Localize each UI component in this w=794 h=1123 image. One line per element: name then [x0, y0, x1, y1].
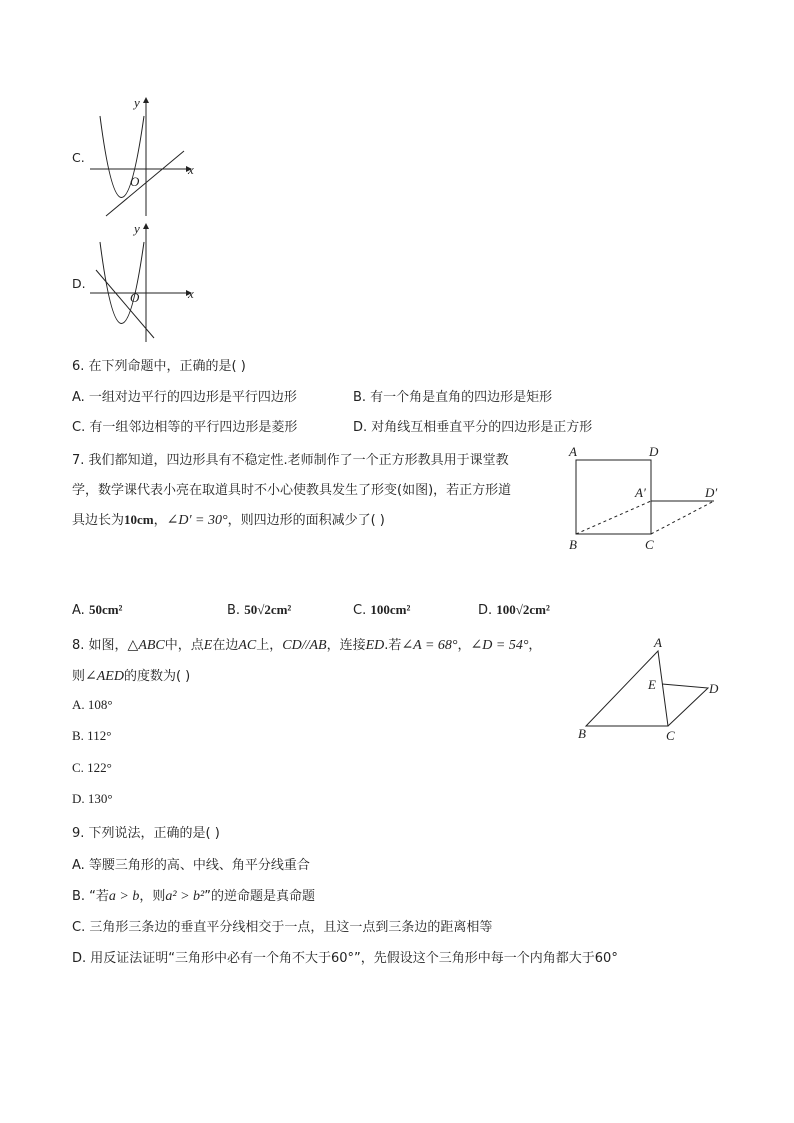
label-d: D — [709, 681, 719, 696]
q7-c-label: C. — [353, 603, 371, 618]
q8-parallel: CD//AB — [282, 638, 327, 653]
q8-option-d[interactable]: D. 130° — [72, 791, 113, 806]
label-c: C — [666, 728, 675, 743]
q6-stem: 6. 在下列命题中，正确的是( ) — [72, 359, 246, 374]
q8-option-a[interactable]: A. 108° — [72, 697, 113, 712]
label-a: A — [569, 444, 577, 459]
q7-angle: ∠D′ = 30° — [166, 513, 228, 528]
q9-b-text: ”的逆命题是真命题 — [204, 889, 315, 904]
q7-c-value: 100cm² — [370, 602, 411, 617]
q8-text: 上， — [256, 638, 283, 653]
q7-b-label: B. — [227, 603, 245, 618]
q7-option-d[interactable] — [478, 602, 550, 618]
q6-option-b[interactable]: B. 有一个角是直角的四边形是矩形 — [353, 390, 553, 405]
q8-side-ac: AC — [238, 638, 257, 653]
label-b: B — [569, 537, 577, 552]
dashed-cd2 — [651, 501, 714, 534]
q9-b-math1: a > b — [108, 889, 140, 904]
label-b: B — [578, 726, 586, 741]
q8-text: 中，点 — [164, 638, 204, 653]
q9-option-c[interactable]: C. 三角形三条边的垂直平分线相交于一点，且这一点到三条边的距离相等 — [72, 920, 493, 935]
q5-option-c-label[interactable]: C. — [72, 150, 85, 165]
q8-text: 8. 如图， — [72, 638, 128, 653]
label-a-prime: A′ — [635, 485, 646, 500]
q7-stem-line2: 学，数学课代表小亮在取道具时不小心使教具发生了形变(如图)，若正方形道 — [72, 483, 512, 498]
q7-stem-line3 — [72, 509, 385, 529]
q8-stem-line2 — [72, 665, 190, 685]
q7-a-value: 50cm² — [88, 602, 123, 617]
q7-d-label: D. — [478, 603, 497, 618]
dashed-ba2 — [576, 501, 651, 534]
q8-angle-aed: ∠AED — [85, 669, 124, 684]
q9-b-text: B. “若 — [72, 889, 109, 904]
q7-b-value: 50√2cm² — [244, 602, 292, 617]
q5-option-d-label[interactable]: D. — [72, 276, 86, 291]
label-c: C — [645, 537, 654, 552]
q6-option-c[interactable]: C. 有一组邻边相等的平行四边形是菱形 — [72, 420, 298, 435]
q7-a-label: A. — [72, 603, 89, 618]
label-e: E — [648, 677, 656, 692]
q6-option-d[interactable]: D. 对角线互相垂直平分的四边形是正方形 — [353, 420, 593, 435]
label-d-prime: D′ — [705, 485, 718, 500]
q8-segment-ed: ED — [365, 638, 385, 653]
q9-option-b[interactable] — [72, 885, 315, 905]
q7-d-value: 100√2cm² — [496, 602, 550, 617]
q7-option-b[interactable] — [227, 602, 291, 618]
q8-angle-d: ∠D = 54° — [470, 638, 529, 653]
q9-b-math2: a² > b² — [165, 889, 205, 904]
q7-stem-line1: 7. 我们都知道，四边形具有不稳定性.老师制作了一个正方形教具用于课堂教 — [72, 453, 509, 468]
q7-text: ， — [153, 513, 167, 528]
q8-text: ， — [528, 638, 542, 653]
q8-option-b[interactable]: B. 112° — [72, 728, 112, 743]
q8-figure — [570, 632, 730, 747]
label-d: D — [649, 444, 659, 459]
q8-text: 在边 — [212, 638, 239, 653]
y-axis-label: y — [134, 221, 140, 236]
q8-point-e: E — [203, 638, 213, 653]
q8-text: ，连接 — [326, 638, 366, 653]
q8-triangle: △ABC — [127, 638, 165, 653]
q6-option-a[interactable]: A. 一组对边平行的四边形是平行四边形 — [72, 390, 297, 405]
line — [96, 270, 154, 338]
q8-text: 的度数为( ) — [123, 669, 191, 684]
q8-stem-line1 — [72, 634, 541, 654]
y-axis-label: y — [134, 95, 140, 110]
q8-text: 则 — [72, 669, 86, 684]
q5-option-d-graph[interactable] — [86, 220, 201, 345]
q8-text: ， — [457, 638, 471, 653]
line — [106, 151, 184, 216]
q8-option-c[interactable]: C. 122° — [72, 760, 112, 775]
origin-label: O — [130, 290, 140, 305]
q9-b-text: ，则 — [139, 889, 166, 904]
q7-figure — [565, 444, 735, 556]
q8-angle-a: ∠A = 68° — [401, 638, 458, 653]
q7-text: ，则四边形的面积减少了( ) — [227, 513, 385, 528]
q9-option-d[interactable]: D. 用反证法证明“三角形中必有一个角不大于60°”，先假设这个三角形中每一个内角都大于60° — [72, 951, 618, 966]
x-axis-label: x — [188, 286, 194, 301]
q7-side-length: 10cm — [124, 512, 154, 527]
x-axis-label: x — [188, 162, 194, 177]
label-a: A — [654, 635, 662, 650]
segment-edc — [662, 684, 708, 726]
q7-option-a[interactable] — [72, 602, 122, 618]
q7-text: 具边长为 — [72, 513, 125, 528]
q9-option-a[interactable]: A. 等腰三角形的高、中线、角平分线重合 — [72, 858, 310, 873]
q9-stem: 9. 下列说法，正确的是( ) — [72, 826, 220, 841]
q5-option-c-graph[interactable] — [86, 94, 201, 219]
q8-text: .若 — [384, 638, 402, 653]
origin-label: O — [130, 174, 140, 189]
q7-option-c[interactable] — [353, 602, 410, 618]
